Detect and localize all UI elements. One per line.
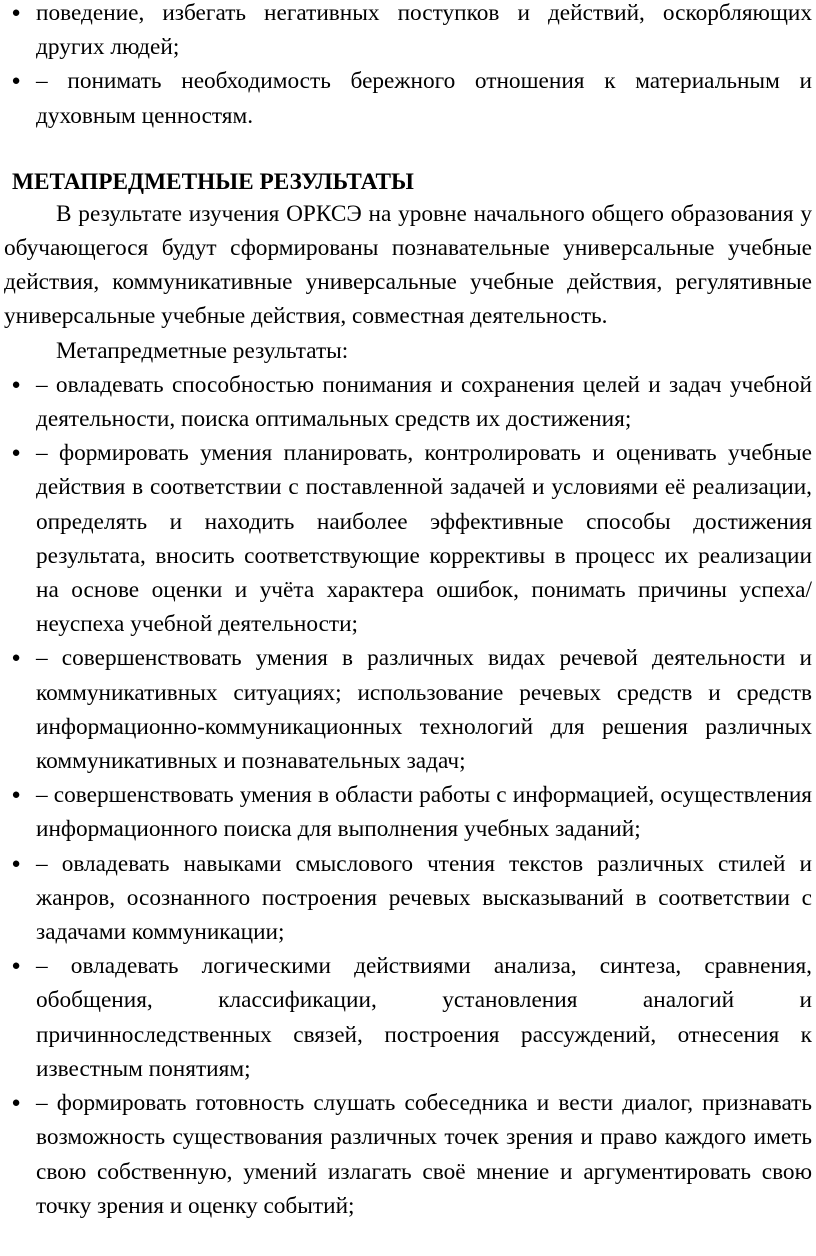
list-item: [4, 949, 812, 1086]
bullet-icon: ●: [11, 650, 21, 667]
list-item-text: – овладевать навыками смыслового чтения текстов различных стилей и жанров, осознанного построения речевых высказываний в соответствии с задачами коммуникации;: [36, 850, 812, 946]
list-item-text: – овладевать логическими действиями анализа, синтеза, сравнения, обобщения, классификации, установления аналогий и причинноследственных связей, построения рассуждений, отнесения к известным понятиям;: [36, 953, 812, 1082]
list-item: [4, 1086, 812, 1223]
top-bullet-list: [4, 0, 812, 133]
bullet-icon: ●: [11, 445, 21, 462]
list-item-text: поведение, избегать негативных поступков и действий, оскорбляющих других людей;: [36, 0, 812, 61]
list-item: [4, 436, 812, 641]
bullet-icon: ●: [11, 376, 21, 393]
bullet-icon: ●: [11, 787, 21, 804]
bullet-icon: ●: [11, 5, 21, 21]
section-heading: МЕТАПРЕДМЕТНЫЕ РЕЗУЛЬТАТЫ: [12, 168, 414, 195]
bullet-icon: ●: [11, 73, 21, 90]
list-item: [4, 778, 812, 846]
list-item-text: – формировать готовность слушать собеседника и вести диалог, признавать возможность существования различных точек зрения и право каждого иметь свою собственную, умений излагать своё мнение и аргументировать свою точку зрения и оценку событий;: [36, 1090, 812, 1219]
list-item: [4, 847, 812, 950]
intro-paragraph: В результате изучения ОРКСЭ на уровне начального общего образования у обучающегося будут сформированы познавательные универсальные учебные действия, коммуникативные универсальные учебные действия, регулятивные универсальные учебные действия, совместная деятельность.: [4, 200, 812, 330]
list-item-text: – совершенствовать умения в области работы с информацией, осуществления информационного поиска для выполнения учебных заданий;: [36, 782, 812, 843]
list-item: [4, 368, 812, 436]
results-bullet-list: [4, 368, 812, 1223]
list-item: [4, 64, 812, 132]
list-item: [4, 0, 812, 64]
list-item: [4, 641, 812, 778]
list-item-text: – овладевать способностью понимания и сохранения целей и задач учебной деятельности, поиска оптимальных средств их достижения;: [36, 371, 812, 433]
results-subtitle: Метапредметные результаты:: [56, 337, 349, 364]
bullet-icon: ●: [11, 958, 21, 975]
bullet-icon: ●: [11, 855, 21, 872]
list-item-text: – понимать необходимость бережного отношения к материальным и духовным ценностям.: [36, 68, 812, 129]
bullet-icon: ●: [11, 1095, 21, 1112]
list-item-text: – формировать умения планировать, контролировать и оценивать учебные действия в соответствии с поставленной задачей и условиями её реализации, определять и находить наиболее эффективные способы достижения результата, вносить соответствующие коррективы в процесс их реализации на основе оценки и учёта характера ошибок, понимать причины успеха/неуспеха учебной деятельности;: [36, 440, 812, 638]
list-item-text: – совершенствовать умения в различных видах речевой деятельности и коммуникативных ситуациях; использование речевых средств и средств информационно-коммуникационных технологий для решения различных коммуникативных и познавательных задач;: [36, 645, 812, 775]
